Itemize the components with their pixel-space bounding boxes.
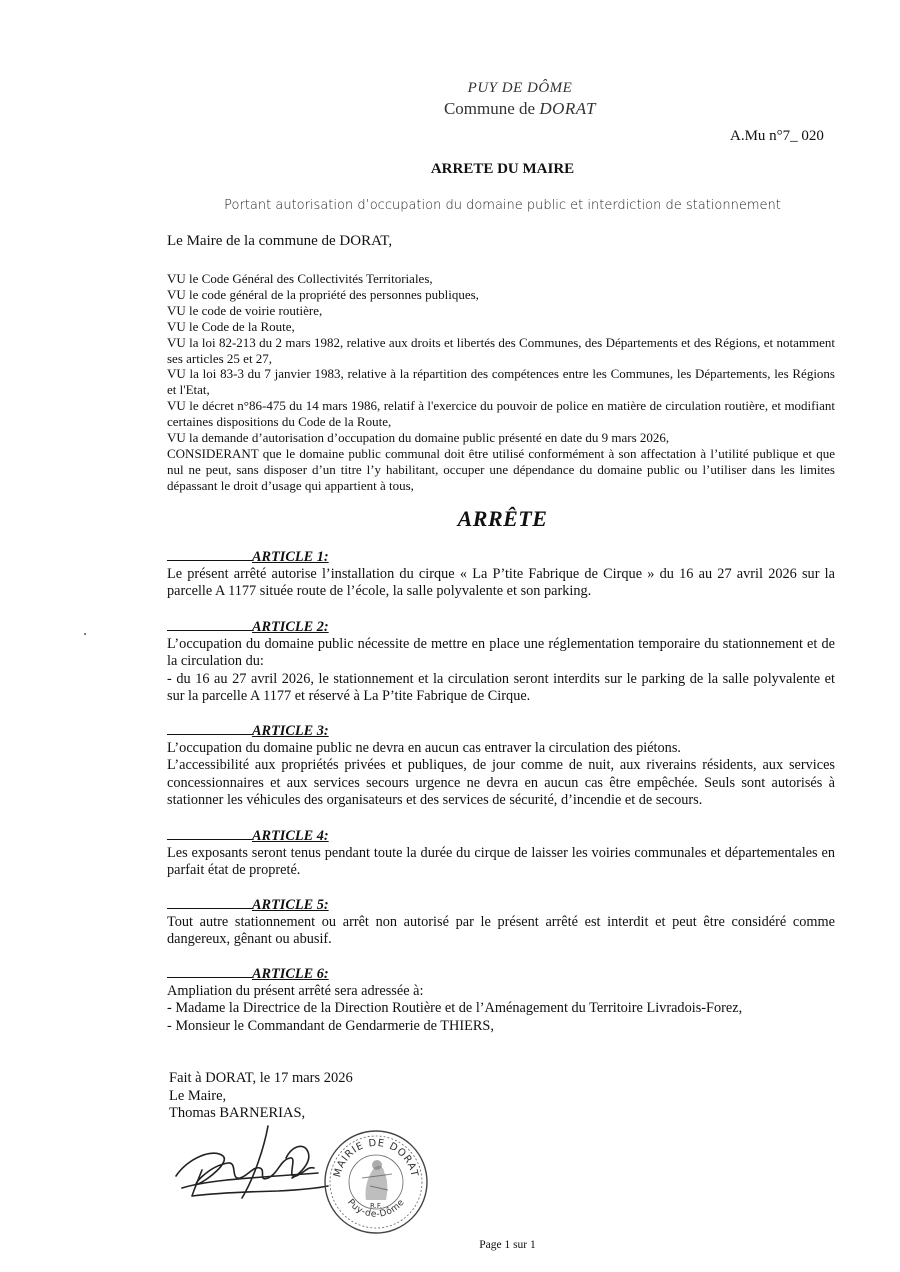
document-title: ARRETE DU MAIRE [430, 161, 575, 177]
article-paragraph: Tout autre stationnement ou arrêt non autorisé par le présent arrêté est interdit et peut être considéré comme dangereux, gênant ou abusif. [167, 914, 835, 948]
article-label: ARTICLE 3: [252, 723, 329, 739]
consideration-item: VU la demande d’autorisation d’occupation du domaine public présenté en date du 9 mars 2026, [167, 430, 670, 446]
article-paragraph: Les exposants seront tenus pendant toute la durée du cirque de laisser les voiries communales et départementales en parfait état de propreté. [167, 845, 835, 879]
considerations-block [167, 271, 835, 494]
arrete-heading: ARRÊTE [457, 506, 548, 531]
article-6 [167, 965, 835, 1035]
article-heading [167, 896, 835, 914]
intro-line: Le Maire de la commune de DORAT, [167, 233, 393, 249]
consideration-item: VU le Code Général des Collectivités Territoriales, [167, 271, 433, 286]
municipal-seal [322, 1128, 430, 1236]
seal-figure [362, 1160, 392, 1200]
article-heading [167, 722, 835, 740]
article-heading [167, 827, 835, 845]
closing-block [169, 1070, 353, 1123]
article-paragraph: L’occupation du domaine public nécessite de mettre en place une réglementation temporaire du stationnement et de la circulation du: [167, 636, 835, 670]
article-heading [167, 618, 835, 636]
article-paragraph: L’accessibilité aux propriétés privées et publiques, de jour comme de nuit, aux riverains résidents, aux services concessionnaires et aux services secours urgence ne devra en aucun cas être empêchée. Seuls sont autorisés à stationner les véhicules des organisateurs et des services de sécurité, d’incendie et de secours. [167, 757, 835, 808]
consideration-item: VU le code de voirie routière, [167, 302, 323, 318]
article-paragraph: - Madame la Directrice de la Direction Routière et de l’Aménagement du Territoire Livradois-Forez, [167, 1000, 743, 1017]
article-paragraph: - Monsieur le Commandant de Gendarmerie de THIERS, [167, 1017, 494, 1034]
document-subtitle: Portant autorisation d’occupation du domaine public et interdiction de stationnement [224, 198, 781, 213]
consideration-item: VU la loi 83-3 du 7 janvier 1983, relative à la répartition des compétences entre les Communes, les Départements, les Régions et l'Etat, [167, 366, 835, 398]
article-paragraph: Le présent arrêté autorise l’installation du cirque « La P’tite Fabrique de Cirque » du 16 au 27 avril 2026 sur la parcelle A 1177 située route de l’école, la salle polyvalente et son parking. [167, 566, 835, 600]
signatory-name: Thomas BARNERIAS, [169, 1105, 306, 1121]
consideration-item: VU le Code de la Route, [167, 318, 295, 334]
article-1 [167, 548, 835, 601]
article-label: ARTICLE 4: [252, 828, 329, 844]
article-2 [167, 618, 835, 705]
article-paragraph: L’occupation du domaine public ne devra en aucun cas entraver la circulation des piétons. [167, 740, 681, 757]
signatory-role: Le Maire, [169, 1087, 227, 1104]
article-4 [167, 827, 835, 880]
consideration-item: VU le décret n°86-475 du 14 mars 1986, relatif à l'exercice du pouvoir de police en matière de circulation routière, et modifiant certaines dispositions du Code de la Route, [167, 398, 835, 430]
reference-number: A.Mu n°7_ 020 [730, 128, 824, 144]
article-label: ARTICLE 6: [252, 966, 329, 982]
consideration-item: VU la loi 82-213 du 2 mars 1982, relative aux droits et libertés des Communes, des Départements et des Régions, et notamment ses articles 25 et 27, [167, 334, 835, 366]
commune-prefix: Commune de [443, 99, 540, 118]
seal-center-text: R.F. [370, 1202, 382, 1210]
article-heading [167, 965, 835, 983]
article-paragraph: Ampliation du présent arrêté sera adressée à: [167, 983, 424, 1000]
seal-top-text: MAIRIE DE DORAT [332, 1137, 420, 1179]
consideration-item: CONSIDERANT que le domaine public communal doit être utilisé conformément à son affectation à l’utilité publique et que nul ne peut, sans disposer d’un titre l’y habilitant, occuper une dépendance du domaine public ou l’utiliser dans les limites dépassant le droit d’usage qui appartient à tous, [167, 445, 835, 493]
article-3 [167, 722, 835, 809]
consideration-item: VU le code général de la propriété des personnes publiques, [167, 286, 479, 302]
commune-header [0, 99, 900, 119]
article-label: ARTICLE 1: [252, 549, 329, 565]
article-paragraph: - du 16 au 27 avril 2026, le stationnement et la circulation seront interdits sur le parking de la salle polyvalente et sur la parcelle A 1177 et réservé à La P’tite Fabrique de Cirque. [167, 670, 835, 704]
article-heading [167, 548, 835, 566]
page-footer: Page 1 sur 1 [479, 1239, 536, 1251]
handwritten-signature [168, 1118, 333, 1208]
commune-name: DORAT [539, 99, 597, 118]
article-label: ARTICLE 5: [252, 897, 329, 913]
article-5 [167, 896, 835, 949]
seal-bottom-text: Puy-de-Dôme [345, 1197, 407, 1220]
department-header: PUY DE DÔME [467, 80, 573, 96]
scan-speck [84, 633, 86, 635]
place-date: Fait à DORAT, le 17 mars 2026 [169, 1070, 353, 1086]
article-label: ARTICLE 2: [252, 619, 329, 635]
